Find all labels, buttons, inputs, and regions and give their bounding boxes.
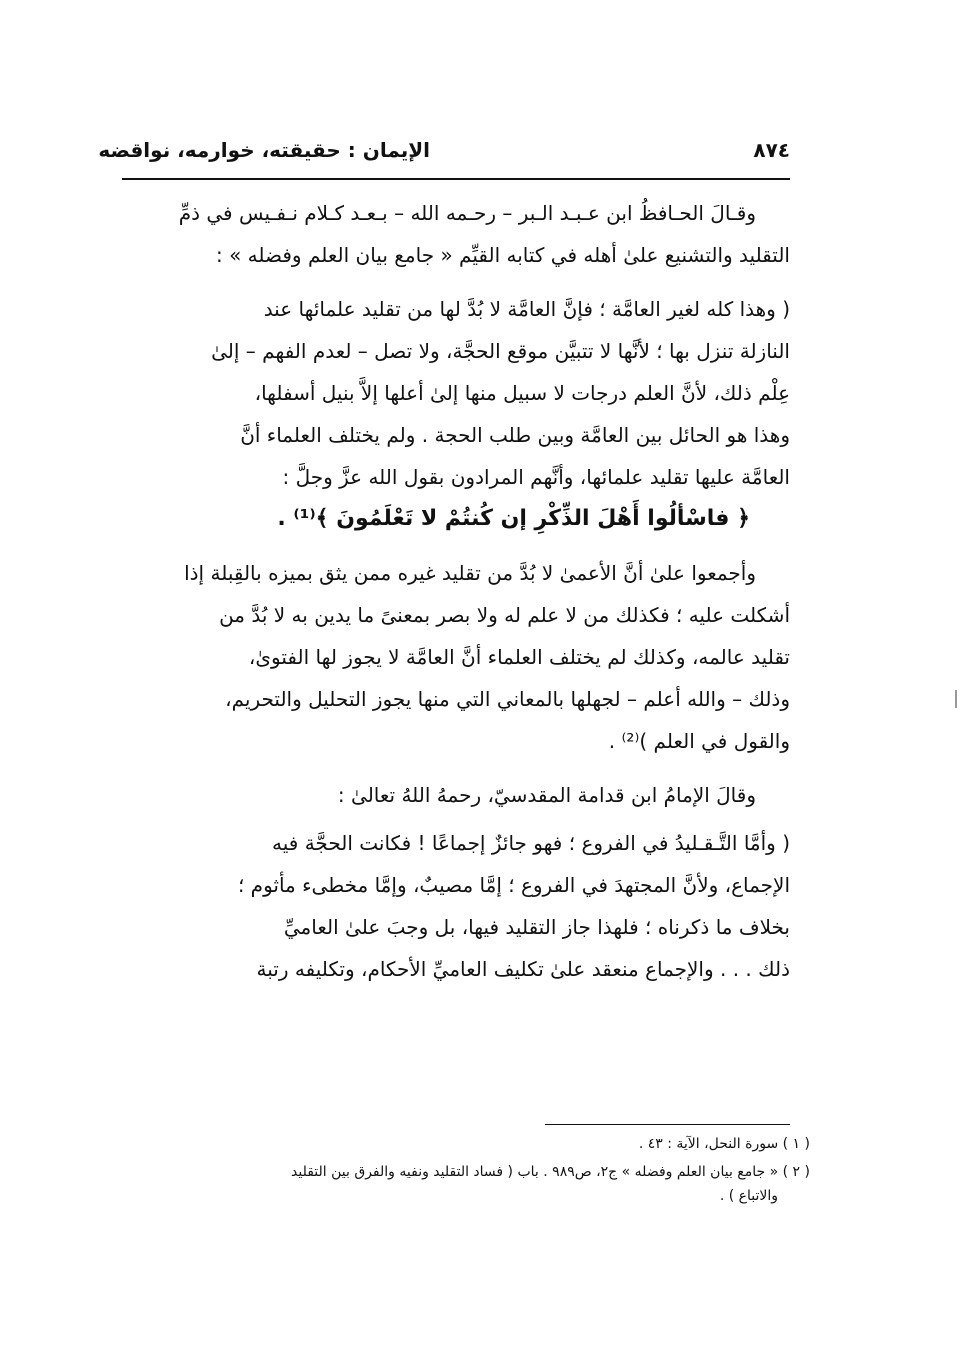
page-header: [98, 128, 790, 178]
page-number: ٨٧٤: [753, 138, 790, 162]
paragraph-gap: [130, 276, 790, 288]
body-line: وهذا هو الحائل بين العامَّة وبين طلب الحجة . ولم يختلف العلماء أنَّ: [240, 423, 790, 447]
body-line: بخلاف ما ذكرناه ؛ فلهذا جاز التقليد فيها، بل وجبَ علىٰ العاميِّ: [283, 915, 790, 939]
body-line: وقالَ الإمامُ ابن قدامة المقدسيّ، رحمهُ اللهُ تعالىٰ :: [337, 783, 756, 807]
body-line: التقليد والتشنيع علىٰ أهله في كتابه القيِّم « جامع بيان العلم وفضله » :: [215, 243, 790, 267]
body-line: تقليد عالمه، وكذلك لم يختلف العلماء أنَّ العامَّة لا يجوز لها الفتوىٰ،: [248, 645, 790, 669]
footnote-rule: [545, 1124, 790, 1125]
body-text: [130, 192, 790, 990]
paragraph-gap: [130, 540, 790, 552]
body-line: ذلك . . . والإجماع منعقد علىٰ تكليف العاميِّ الأحكام، وتكليفه رتبة: [256, 957, 790, 981]
body-line: وقـالَ الحـافظُ ابن عـبـد الـبر – رحـمه الله – بـعـد كـلام نـفـيس في ذمِّ: [178, 201, 756, 225]
footnote-2: [155, 1160, 810, 1208]
footnote-line: والاتباع ) .: [719, 1188, 778, 1204]
footnote-line: ( ٢ ) « جامع بيان العلم وفضله » ج٢، ص٩٨٩ . باب ( فساد التقليد ونفيه والفرق بين التقليد: [291, 1164, 810, 1180]
footnote-line: ( ١ ) سورة النحل، الآية : ٤٣ .: [638, 1136, 810, 1152]
body-line: وأجمعوا علىٰ أنَّ الأعمىٰ لا بُدَّ من تقليد غيره ممن يثق بميزه بالقِبلة إذا: [184, 561, 756, 585]
header-rule: [122, 178, 790, 180]
body-line: عِلْم ذلك، لأنَّ العلم درجات لا سبيل منها إلىٰ أعلها إلاَّ بنيل أسفلها،: [254, 381, 790, 405]
body-line: النازلة تنزل بها ؛ لأنَّها لا تتبيَّن موقع الحجَّة، ولا تصل – لعدم الفهم – إلىٰ: [211, 339, 790, 363]
quran-verse: ﴿ فاسْألُوا أَهْلَ الذِّكْرِ إن كُنتُمْ لا تَعْلَمُونَ ﴾⁽¹⁾ .: [277, 506, 750, 531]
margin-mark: [955, 690, 957, 708]
body-line: والقول في العلم )⁽²⁾ .: [608, 729, 790, 753]
paragraph-gap: [130, 762, 790, 774]
running-title: الإيمان : حقيقته، خوارمه، نواقضه: [98, 138, 430, 162]
body-line: وذلك – والله أعلم – لجهلها بالمعاني التي منها يجوز التحليل والتحريم،: [225, 687, 790, 711]
body-line: العامَّة عليها تقليد علمائها، وأنَّهم المرادون بقول الله عزَّ وجلَّ :: [282, 465, 790, 489]
body-line: ( وهذا كله لغير العامَّة ؛ فإنَّ العامَّة لا بُدَّ لها من تقليد علمائها عند: [263, 297, 790, 321]
footnote-1: [155, 1132, 810, 1156]
footnotes: [155, 1132, 810, 1212]
body-line: الإجماع، ولأنَّ المجتهدَ في الفروع ؛ إمَّا مصيبٌ، وإمَّا مخطىء مأثوم ؛: [237, 873, 790, 897]
body-line: ( وأمَّا التَّـقـليدُ في الفروع ؛ فهو جائزٌ إجماعًا ! فكانت الحجَّة فيه: [272, 831, 790, 855]
body-line: أشكلت عليه ؛ فكذلك من لا علم له ولا بصر بمعنىً ما يدين به لا بُدَّ من: [219, 603, 790, 627]
